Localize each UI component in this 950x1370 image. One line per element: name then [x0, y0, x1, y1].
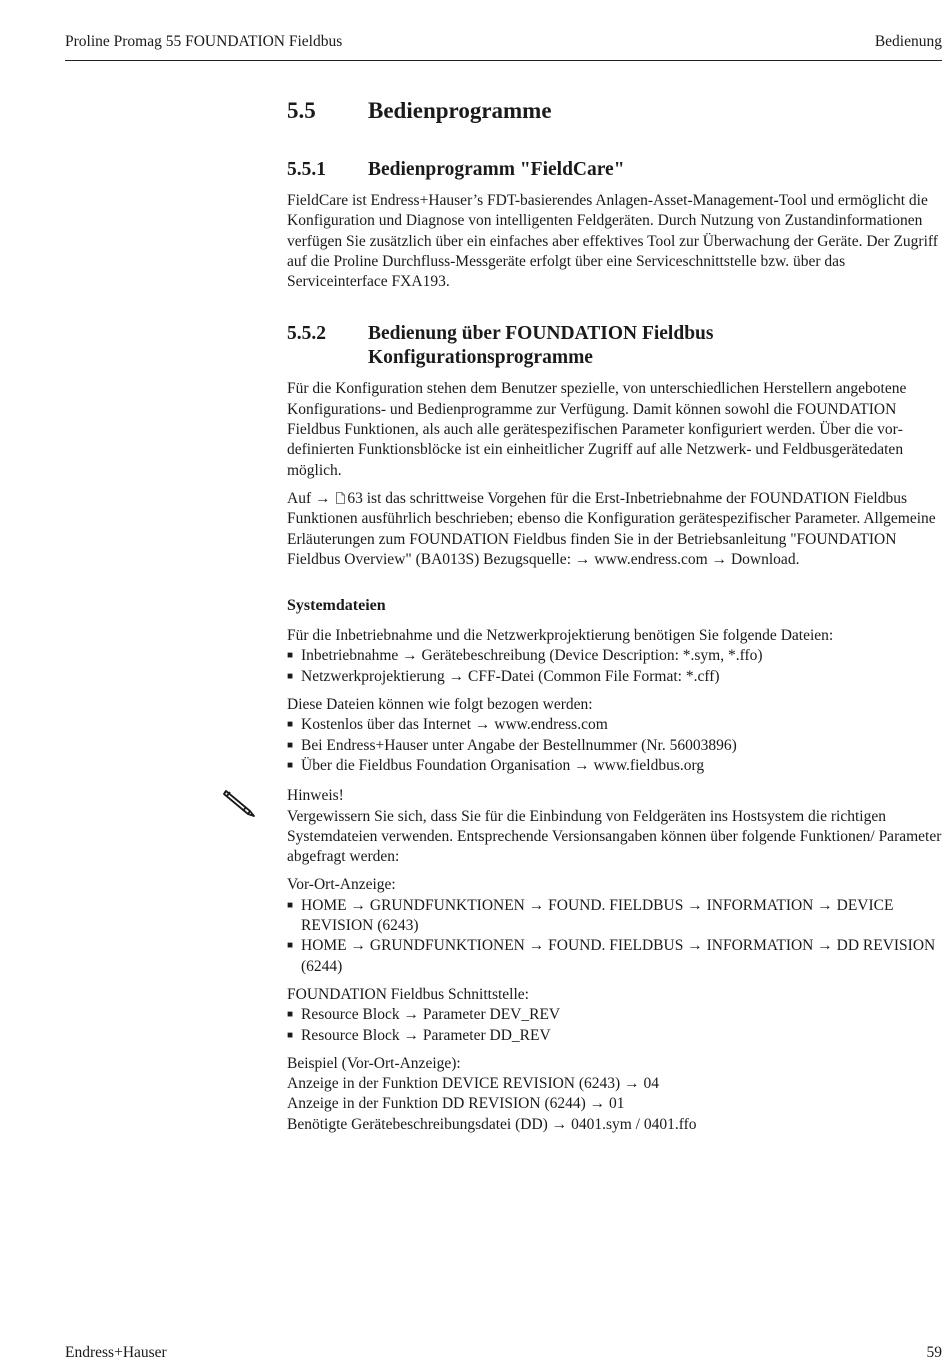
page-reference-icon — [336, 492, 345, 504]
paragraph: Für die Konfiguration stehen dem Benutzer spezielle, von unterschiedlichen Herstellern angebotene Konfigurations- und Bedienprogramme zur Verfügung. Damit können sowohl die FOUNDATION Fieldbus Funktionen, als auch alle gerätespezifischen Parameter konfiguriert werden. Über die vordefinierten Funktionsblöcke ist ein einheitlicher Zugriff auf alle Netzwerk- und Feldbusgerätedaten möglich. — [287, 380, 907, 479]
list-item: ■ Über die Fieldbus Foundation Organisation → www.fieldbus.org — [287, 756, 942, 776]
subsection-heading — [287, 322, 942, 370]
list-item: ■ Kostenlos über das Internet → www.endress.com — [287, 715, 942, 735]
systemdateien-files: Für die Inbetriebnahme und die Netzwerkprojektierung benötigen Sie folgende Dateien: ■ Inbetriebnahme → Gerätebeschreibung (Device Description: *.sym, *.ffo) ■ Netzwerkprojektierung → CFF-Datei (Common File Format: *.cff) — [287, 626, 942, 687]
page-reference-number: 63 — [347, 489, 363, 507]
list-item: ■ HOME → GRUNDFUNKTIONEN → FOUND. FIELDBUS → INFORMATION → DD REVISION (6244) — [287, 936, 942, 977]
subsection-fieldcare — [287, 158, 942, 292]
list-item: ■ Resource Block → Parameter DD_REV — [287, 1026, 942, 1046]
subsection-number: 5.5.2 — [287, 323, 326, 345]
footer-publisher: Endress+Hauser — [65, 1344, 167, 1361]
section-title: Bedienprogramme — [368, 98, 552, 123]
pencil-icon — [220, 787, 258, 817]
note-block — [287, 786, 942, 867]
subsection-title-line1: Bedienung über FOUNDATION Fieldbus — [368, 323, 714, 345]
section-heading — [287, 96, 942, 126]
subsection-number: 5.5.1 — [287, 159, 326, 180]
paragraph: FieldCare ist Endress+Hauser’s FDT-basierendes Anlagen-Asset-Management-Tool und ermöglicht die Konfiguration und Diagnose von intelligenten Feldgeräten. Durch Nutzung von Zustandinformationen verfügen Sie zusätzlich über ein einfaches aber effektives Tool zur Überwachung der Geräte. Der Zugriff auf die Proline Durchfluss-Messgeräte erfolgt über eine Serviceschnittstelle bzw. über das Serviceinterface FXA193. — [287, 192, 938, 291]
main-content — [287, 96, 942, 1143]
subsection-title: Bedienprogramm "FieldCare" — [368, 159, 625, 180]
systemdateien-heading: Systemdateien — [287, 597, 386, 615]
note-ff-interface: FOUNDATION Fieldbus Schnittstelle: ■ Resource Block → Parameter DEV_REV ■ Resource Block → Parameter DD_REV — [287, 985, 942, 1046]
page-number: 59 — [926, 1344, 942, 1361]
list-item: ■ Resource Block → Parameter DEV_REV — [287, 1005, 942, 1025]
header-chapter: Bedienung — [874, 33, 942, 50]
section-number: 5.5 — [287, 98, 316, 123]
paragraph-reference: Auf → 63 ist das schrittweise Vorgehen für die Erst-Inbetriebnahme der FOUNDATION Fieldbus Funktionen ausführlich beschrieben; ebenso die Konfiguration gerätespezifischer Parameter. Allgemeine Erläuterungen zum FOUNDATION Fieldbus finden Sie in der Betriebsanleitung "FOUNDATION Fieldbus Overview" (BA013S) Bezugsquelle: → www.endress.com → Download. — [287, 489, 936, 568]
subsection-heading — [287, 158, 942, 182]
note-text: Vergewissern Sie sich, dass Sie für die Einbindung von Feldgeräten ins Hostsystem die richtigen Systemdateien verwenden. Entsprechende Versionsangaben können über folgende Funktionen/ Parameter abgefragt werden: — [287, 807, 942, 866]
note-local-display: Vor-Ort-Anzeige: ■ HOME → GRUNDFUNKTIONEN → FOUND. FIELDBUS → INFORMATION → DEVICE REVISION (6243) ■ HOME → GRUNDFUNKTIONEN → FOUND. FIELDBUS → INFORMATION → DD REVISION (6244) — [287, 875, 942, 976]
header-title: Proline Promag 55 FOUNDATION Fieldbus — [65, 33, 343, 50]
list-item: ■ Bei Endress+Hauser unter Angabe der Bestellnummer (Nr. 56003896) — [287, 736, 942, 756]
list-item: ■ HOME → GRUNDFUNKTIONEN → FOUND. FIELDBUS → INFORMATION → DEVICE REVISION (6243) — [287, 896, 942, 937]
subsection-title-line2: Konfigurationsprogramme — [368, 347, 593, 369]
note-title: Hinweis! — [287, 787, 344, 805]
list-item: ■ Netzwerkprojektierung → CFF-Datei (Common File Format: *.cff) — [287, 667, 942, 687]
systemdateien-sources: Diese Dateien können wie folgt bezogen werden: ■ Kostenlos über das Internet → www.endress.com ■ Bei Endress+Hauser unter Angabe der Bestellnummer (Nr. 56003896) ■ Über die Fieldbus Foundation Organisation → www.fieldbus.org — [287, 695, 942, 776]
page-header — [65, 33, 942, 61]
list-item: ■ Inbetriebnahme → Gerätebeschreibung (Device Description: *.sym, *.ffo) — [287, 646, 942, 666]
note-example: Beispiel (Vor-Ort-Anzeige): Anzeige in der Funktion DEVICE REVISION (6243) → 04 Anzeige in der Funktion DD REVISION (6244) → 01 Benötigte Gerätebeschreibungsdatei (DD) → 0401.sym / 0401.ffo — [287, 1054, 697, 1133]
subsection-foundation — [287, 322, 942, 570]
